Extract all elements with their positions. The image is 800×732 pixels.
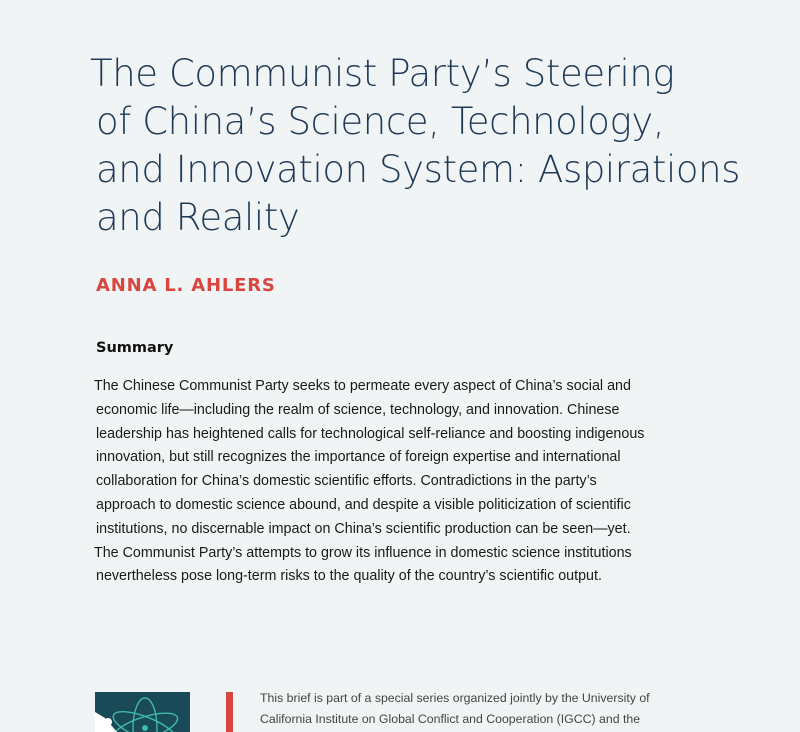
title-line: of China’s Science, Technology,	[96, 100, 665, 143]
summary-line: approach to domestic science abound, and despite a visible politicization of scientific	[96, 496, 631, 513]
summary-line: nevertheless pose long-term risks to the quality of the country’s scientific output.	[96, 568, 602, 585]
series-note-line: California Institute on Global Conflict and Cooperation (IGCC) and the	[260, 712, 641, 726]
accent-bar	[226, 692, 233, 732]
title-line: The Communist Party’s Steering	[90, 52, 675, 95]
summary-line: collaboration for China’s domestic scientific efforts. Contradictions in the party’s	[96, 473, 597, 490]
atom-logo-graphic	[95, 692, 190, 732]
atom-icon	[95, 692, 190, 732]
series-note-line: This brief is part of a special series organized jointly by the University of	[260, 691, 650, 705]
summary-text	[94, 375, 694, 589]
summary-line: The Chinese Communist Party seeks to permeate every aspect of China’s social and	[94, 378, 631, 394]
summary-line: leadership has heightened calls for technological self-reliance and boosting indigenous	[96, 425, 645, 442]
title-line: and Reality	[96, 196, 300, 239]
summary-line: institutions, no discernable impact on China’s scientific production can be seen—yet.	[96, 520, 631, 537]
summary-line: innovation, but still recognizes the importance of foreign expertise and international	[96, 449, 621, 466]
summary-line: economic life—including the realm of science, technology, and innovation. Chinese	[96, 401, 620, 418]
author-name: ANNA L. AHLERS	[96, 275, 276, 296]
summary-heading: Summary	[96, 340, 174, 356]
document-title	[90, 50, 741, 242]
summary-line: The Communist Party’s attempts to grow its influence in domestic science institutions	[94, 544, 632, 561]
series-note	[260, 688, 700, 730]
title-line: and Innovation System: Aspirations	[96, 148, 741, 191]
